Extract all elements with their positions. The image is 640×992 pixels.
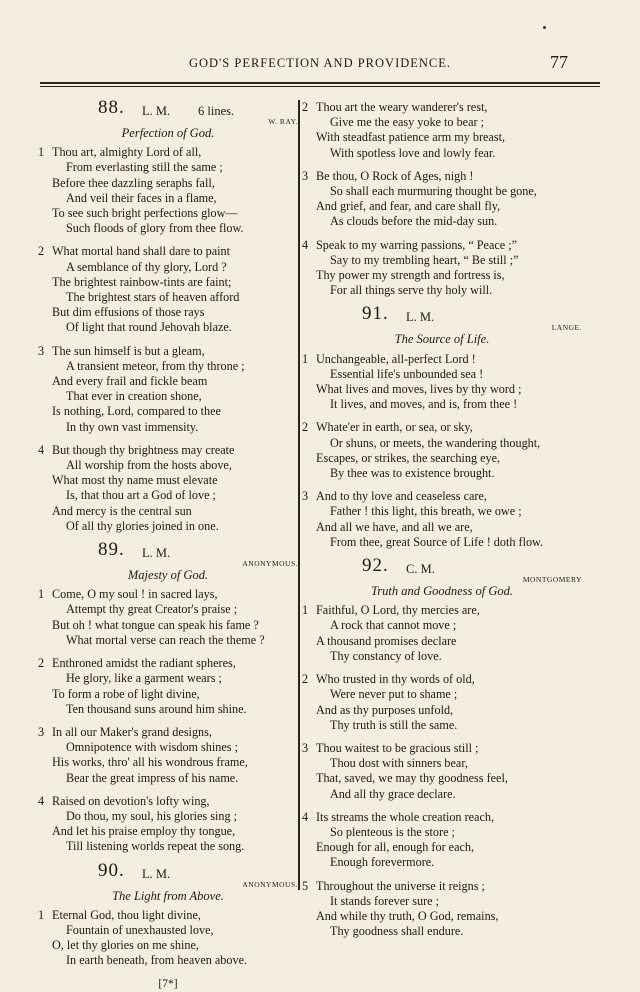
hymn-number: 89. (98, 539, 125, 561)
verse-text: But dim effusions of those rays (52, 305, 205, 320)
stanza (302, 879, 582, 940)
verse-text: Come, O my soul ! in sacred lays, (52, 587, 218, 602)
verse-line (38, 618, 298, 633)
stanza (38, 443, 298, 534)
verse-text: All worship from the hosts above, (66, 458, 232, 473)
hymn-author: W. RAY. (268, 117, 298, 126)
verse-text: What most thy name must elevate (52, 473, 218, 488)
verse-line (302, 115, 582, 130)
hymn-title: The Source of Life. (394, 332, 490, 347)
running-head: GOD'S PERFECTION AND PROVIDENCE. (188, 56, 452, 70)
right-column (302, 96, 582, 947)
hymn-meter-note: 6 lines. (198, 104, 235, 118)
verse-line (302, 855, 582, 870)
verse-line (38, 206, 298, 221)
verse-text: Were never put to shame ; (330, 687, 458, 702)
verse-text: That ever in creation shone, (66, 389, 202, 404)
verse-text: What mortal hand shall dare to paint (52, 244, 231, 259)
verse-line (302, 634, 582, 649)
verse-line (38, 488, 298, 503)
verse-text: Unchangeable, all-perfect Lord ! (316, 351, 476, 366)
verse-text: But though thy brightness may create (52, 442, 235, 457)
verse-text: Ten thousand suns around him shine. (66, 701, 247, 716)
header-rule-thin (40, 86, 600, 87)
verse-number: 2 (302, 100, 309, 114)
verse-line (302, 268, 582, 283)
verse-line (302, 603, 582, 618)
verse-number: 4 (38, 793, 45, 808)
verse-text: A semblance of thy glory, Lord ? (66, 259, 227, 274)
stanza (302, 741, 582, 802)
hymn-number: 88. (98, 97, 125, 118)
verse-line (38, 504, 298, 519)
verse-text: And veil their faces in a flame, (66, 190, 217, 205)
verse-text: Father ! this light, this breath, we owe ; (330, 504, 522, 519)
stanza (38, 244, 298, 335)
verse-text: To see such bright perfections glow— (52, 206, 238, 221)
verse-text: And all we have, and all we are, (316, 519, 473, 534)
verse-text: In earth beneath, from heaven above. (66, 953, 248, 968)
verse-number: 1 (38, 587, 45, 602)
verse-text: Fountain of unexhausted love, (66, 922, 214, 937)
verse-line (302, 100, 582, 115)
verse-number: 1 (38, 907, 45, 922)
verse-line (38, 908, 298, 923)
stanza (302, 352, 582, 413)
verse-text: Speak to my warring passions, “ Peace ;” (316, 237, 518, 252)
verse-text: Of light that round Jehovah blaze. (66, 320, 232, 335)
hymn-title: Majesty of God. (127, 568, 209, 583)
hymn-meter: L. M. (142, 866, 171, 881)
verse-line (38, 656, 298, 671)
stanza (38, 794, 298, 855)
verse-text: In all our Maker's grand designs, (52, 724, 212, 739)
verse-line (302, 420, 582, 435)
verse-text: And as thy purposes unfold, (316, 702, 454, 717)
verse-text: To form a robe of light divine, (52, 686, 200, 701)
hymn (302, 100, 582, 298)
verse-line (38, 290, 298, 305)
verse-text: Thy goodness shall endure. (330, 924, 464, 939)
verse-text: The brightest rainbow-tints are faint; (52, 274, 232, 289)
verse-line (302, 672, 582, 687)
verse-line (38, 473, 298, 488)
verse-text: Give me the easy yoke to bear ; (330, 115, 484, 130)
header-rule (40, 82, 600, 84)
verse-line (302, 618, 582, 633)
verse-text: Whate'er in earth, or sea, or sky, (316, 420, 473, 435)
verse-text: Be thou, O Rock of Ages, nigh ! (316, 168, 474, 183)
verse-text: From thee, great Source of Life ! doth flow. (330, 534, 544, 549)
verse-line (302, 535, 582, 550)
verse-line (38, 344, 298, 359)
hymn-title: Truth and Goodness of God. (370, 584, 514, 599)
stanza (302, 420, 582, 481)
verse-text: The brightest stars of heaven afford (66, 290, 240, 305)
stanza (38, 908, 298, 969)
verse-text: Say to my trembling heart, “ Be still ;” (330, 252, 519, 267)
verse-text: It lives, and moves, and is, from thee ! (330, 397, 518, 412)
verse-text: And every frail and fickle beam (52, 374, 208, 389)
verse-line (302, 184, 582, 199)
stanza (38, 344, 298, 435)
verse-text: Before thee dazzling seraphs fall, (52, 175, 215, 190)
verse-text: His works, thro' all his wondrous frame, (52, 755, 248, 770)
verse-text: A transient meteor, from thy throne ; (66, 358, 245, 373)
hymn-author: ANONYMOUS. (242, 559, 298, 569)
signature-mark: [7*] (158, 977, 178, 990)
verse-text: So shall each murmuring thought be gone, (330, 184, 537, 199)
verse-number: 1 (38, 145, 45, 160)
verse-number: 1 (302, 351, 309, 366)
page-number: 77 (550, 52, 568, 72)
hymn (38, 859, 298, 969)
verse-line (302, 894, 582, 909)
verse-text: Throughout the universe it reigns ; (316, 878, 485, 893)
verse-line (38, 145, 298, 160)
verse-number: 2 (38, 656, 45, 671)
stanza (38, 656, 298, 717)
verse-line (302, 718, 582, 733)
verse-text: Bear the great impress of his name. (66, 770, 239, 785)
stanza (302, 238, 582, 299)
verse-text: And while thy truth, O God, remains, (316, 908, 499, 923)
verse-text: Do thou, my soul, his glories sing ; (66, 808, 237, 823)
hymn-author: ANONYMOUS. (242, 879, 298, 889)
verse-line (38, 671, 298, 686)
hymn-author: MONTGOMERY (522, 575, 582, 585)
verse-line (302, 703, 582, 718)
verse-line (38, 725, 298, 740)
verse-line (302, 687, 582, 702)
verse-line (302, 787, 582, 802)
verse-text: O, let thy glories on me shine, (52, 938, 199, 953)
ink-speck (543, 26, 546, 29)
verse-line (302, 741, 582, 756)
verse-line (302, 397, 582, 412)
verse-text: That, saved, we may thy goodness feel, (316, 771, 508, 786)
verse-text: Thou art the weary wanderer's rest, (316, 100, 488, 114)
verse-line (38, 320, 298, 335)
verse-text: Its streams the whole creation reach, (316, 809, 494, 824)
verse-text: In thy own vast immensity. (66, 419, 199, 434)
verse-line (38, 633, 298, 648)
verse-text: And let his praise employ thy tongue, (52, 824, 236, 839)
verse-text: With spotless love and lowly fear. (330, 145, 496, 160)
verse-text: Enough for all, enough for each, (316, 840, 475, 855)
verse-text: And mercy is the central sun (52, 503, 192, 518)
verse-line (302, 352, 582, 367)
verse-line (38, 443, 298, 458)
verse-text: Such floods of glory from thee flow. (66, 221, 244, 236)
verse-text: Or shuns, or meets, the wandering thought, (330, 435, 541, 450)
verse-line (302, 771, 582, 786)
verse-line (38, 305, 298, 320)
verse-line (302, 825, 582, 840)
verse-line (302, 489, 582, 504)
hymn (302, 303, 582, 550)
verse-line (302, 756, 582, 771)
verse-line (38, 953, 298, 968)
verse-text: Essential life's unbounded sea ! (330, 366, 484, 381)
verse-number: 2 (302, 420, 309, 435)
verse-text: Eternal God, thou light divine, (52, 907, 201, 922)
verse-text: Is nothing, Lord, compared to thee (52, 404, 221, 419)
verse-text: Thy power my strength and fortress is, (316, 268, 505, 283)
verse-line (38, 275, 298, 290)
verse-number: 4 (38, 442, 45, 457)
verse-text: But oh ! what tongue can speak his fame ? (52, 617, 259, 632)
verse-line (38, 160, 298, 175)
verse-text: Enough forevermore. (330, 855, 435, 870)
verse-line (302, 130, 582, 145)
verse-line (302, 367, 582, 382)
verse-line (38, 244, 298, 259)
verse-line (302, 253, 582, 268)
verse-number: 3 (38, 724, 45, 739)
hymn (302, 555, 582, 939)
verse-text: Escapes, or strikes, the searching eye, (316, 450, 501, 465)
verse-line (302, 879, 582, 894)
verse-line (302, 649, 582, 664)
verse-number: 3 (302, 740, 309, 755)
hymn-heading (302, 555, 582, 585)
verse-line (38, 771, 298, 786)
verse-line (302, 504, 582, 519)
verse-text: Thy constancy of love. (330, 648, 442, 663)
verse-line (38, 587, 298, 602)
stanza (302, 169, 582, 230)
hymn-heading (38, 859, 298, 889)
verse-line (38, 458, 298, 473)
verse-line (38, 420, 298, 435)
verse-text: As clouds before the mid-day sun. (330, 214, 498, 229)
stanza (302, 810, 582, 871)
stanza (302, 489, 582, 550)
verse-text: Raised on devotion's lofty wing, (52, 793, 210, 808)
verse-line (38, 389, 298, 404)
hymn-number: 92. (362, 555, 389, 577)
verse-line (38, 191, 298, 206)
verse-line (38, 824, 298, 839)
verse-line (302, 283, 582, 298)
verse-text: Of all thy glories joined in one. (66, 518, 219, 533)
verse-text: Omnipotence with wisdom shines ; (66, 740, 238, 755)
left-column (38, 96, 298, 992)
verse-text: Faithful, O Lord, thy mercies are, (316, 603, 480, 618)
hymn-heading (38, 539, 298, 569)
verse-text: And to thy love and ceaseless care, (316, 489, 487, 504)
verse-text: A thousand promises declare (316, 633, 457, 648)
verse-text: Thy truth is still the same. (330, 717, 458, 732)
hymn-meter: L. M. (406, 310, 435, 325)
hymn (38, 539, 298, 854)
hymn-number: 91. (362, 303, 389, 325)
stanza (302, 100, 582, 161)
verse-line (38, 740, 298, 755)
verse-line (38, 221, 298, 236)
verse-text: Till listening worlds repeat the song. (66, 839, 245, 854)
verse-text: With steadfast patience arm my breast, (316, 130, 506, 145)
verse-text: What lives and moves, lives by thy word ; (316, 382, 522, 397)
verse-line (302, 382, 582, 397)
verse-line (302, 520, 582, 535)
verse-line (38, 260, 298, 275)
stanza (38, 725, 298, 786)
verse-text: What mortal verse can reach the theme ? (66, 632, 265, 647)
verse-text: Who trusted in thy words of old, (316, 672, 475, 687)
verse-number: 4 (302, 809, 309, 824)
column-divider (298, 100, 300, 890)
hymn-heading (38, 97, 298, 126)
verse-line (302, 909, 582, 924)
verse-line (38, 359, 298, 374)
verse-text: And grief, and fear, and care shall fly, (316, 199, 501, 214)
verse-number: 5 (302, 878, 309, 893)
verse-number: 3 (302, 489, 309, 504)
verse-text: From everlasting still the same ; (66, 160, 223, 175)
hymn (38, 97, 298, 534)
verse-line (302, 924, 582, 939)
verse-line (38, 938, 298, 953)
verse-text: For all things serve thy holy will. (330, 283, 493, 298)
verse-number: 3 (302, 168, 309, 183)
verse-line (302, 810, 582, 825)
verse-line (302, 466, 582, 481)
verse-number: 2 (38, 244, 45, 259)
verse-number: 1 (302, 603, 309, 618)
verse-line (38, 602, 298, 617)
verse-text: Attempt thy great Creator's praise ; (66, 602, 238, 617)
stanza (302, 603, 582, 664)
verse-line (38, 755, 298, 770)
verse-line (302, 451, 582, 466)
hymn-number: 90. (98, 859, 125, 881)
hymn-meter: C. M. (406, 562, 435, 577)
hymn-meter: L. M. (142, 104, 171, 118)
verse-line (38, 374, 298, 389)
stanza (38, 587, 298, 648)
verse-line (302, 169, 582, 184)
verse-line (302, 436, 582, 451)
verse-text: It stands forever sure ; (330, 893, 439, 908)
verse-line (302, 199, 582, 214)
verse-line (302, 146, 582, 161)
hymn-meter: L. M. (142, 546, 171, 561)
verse-text: Thou waitest to be gracious still ; (316, 740, 479, 755)
verse-line (38, 519, 298, 534)
verse-text: By thee was to existence brought. (330, 466, 495, 481)
verse-text: So plenteous is the store ; (330, 824, 455, 839)
verse-number: 3 (38, 343, 45, 358)
verse-text: Thou dost with sinners bear, (330, 756, 468, 771)
verse-text: Is, that thou art a God of love ; (66, 488, 216, 503)
verse-line (38, 404, 298, 419)
verse-line (302, 214, 582, 229)
hymn-author: LANGE. (551, 323, 582, 333)
verse-number: 2 (302, 672, 309, 687)
hymn-title: The Light from Above. (112, 888, 224, 903)
verse-line (38, 839, 298, 854)
verse-line (38, 923, 298, 938)
verse-text: The sun himself is but a gleam, (52, 343, 205, 358)
verse-line (38, 687, 298, 702)
verse-text: Enthroned amidst the radiant spheres, (52, 656, 236, 671)
verse-line (38, 176, 298, 191)
verse-line (302, 840, 582, 855)
verse-text: Thou art, almighty Lord of all, (52, 145, 202, 160)
verse-number: 4 (302, 237, 309, 252)
verse-line (38, 809, 298, 824)
hymn-heading (302, 303, 582, 333)
hymn-title: Perfection of God. (121, 126, 215, 140)
stanza (302, 672, 582, 733)
verse-text: He glory, like a garment wears ; (66, 671, 222, 686)
verse-text: And all thy grace declare. (330, 786, 456, 801)
verse-line (302, 238, 582, 253)
verse-line (38, 794, 298, 809)
verse-line (38, 702, 298, 717)
verse-text: A rock that cannot move ; (330, 618, 457, 633)
stanza (38, 145, 298, 236)
